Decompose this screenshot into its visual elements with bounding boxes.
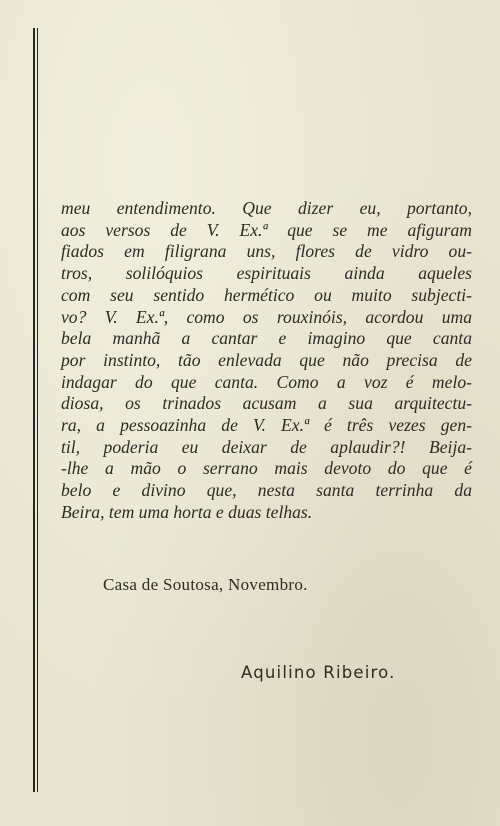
- body-line: com seu sentido hermético ou muito subjecti-: [61, 284, 472, 305]
- margin-rule-thick: [33, 28, 35, 792]
- body-line: tros, solilóquios espirituais ainda aqueles: [61, 263, 472, 284]
- body-line-last: Beira, tem uma horta e duas telhas.: [61, 501, 313, 522]
- letter-body: [61, 198, 472, 524]
- body-line: fiados em filigrana uns, flores de vidro ou-: [61, 241, 472, 262]
- author-signature: Aquilino Ribeiro.: [241, 663, 396, 682]
- body-line: -lhe a mão o serrano mais devoto do que é: [61, 458, 472, 479]
- body-line: belo e divino que, nesta santa terrinha da: [61, 480, 472, 501]
- body-line: vo? V. Ex.ª, como os rouxinóis, acordou uma: [61, 306, 472, 327]
- body-line: indagar do que canta. Como a voz é melo-: [61, 371, 472, 392]
- body-line: aos versos de V. Ex.ª que se me afiguram: [61, 219, 472, 240]
- place-and-date: Casa de Soutosa, Novembro.: [103, 575, 308, 594]
- margin-rule-thin: [37, 28, 38, 792]
- body-line: til, poderia eu deixar de aplaudir?! Beija-: [61, 436, 472, 457]
- body-line: bela manhã a cantar e imagino que canta: [61, 328, 472, 349]
- body-line: ra, a pessoazinha de V. Ex.ª é três vezes gen-: [61, 415, 472, 436]
- body-line: diosa, os trinados acusam a sua arquitectu-: [61, 393, 472, 414]
- body-line: meu entendimento. Que dizer eu, portanto,: [61, 198, 472, 218]
- body-line: por instinto, tão enlevada que não precisa de: [61, 349, 472, 370]
